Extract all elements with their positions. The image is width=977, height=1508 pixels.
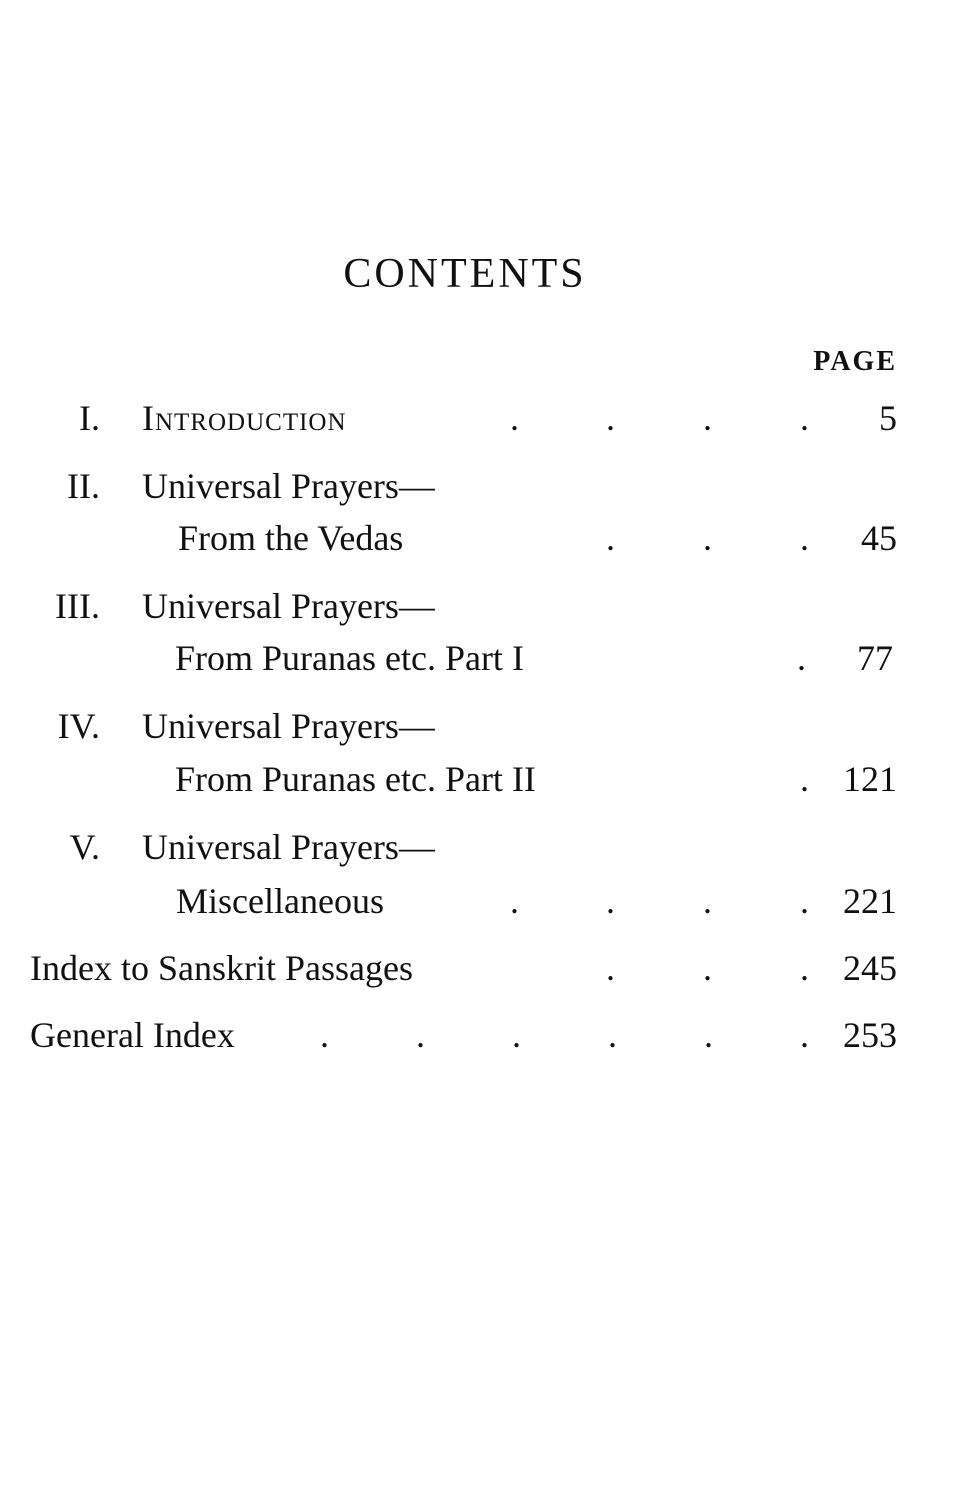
toc-entry-miscellaneous[interactable] (0, 822, 977, 872)
leader-dot: . (797, 638, 806, 678)
toc-entry-puranas-part-1-subtitle[interactable] (0, 633, 977, 683)
page-number: 221 (843, 881, 897, 921)
entry-title: Index to Sanskrit Passages (30, 948, 413, 988)
chapter-numeral: IV. (57, 706, 100, 746)
leader-dot: . (800, 1015, 809, 1055)
leader-dot: . (800, 881, 809, 921)
toc-entry-vedas[interactable] (0, 461, 977, 511)
chapter-numeral: III. (55, 586, 100, 626)
toc-entry-introduction[interactable] (0, 393, 977, 443)
page-number: 77 (857, 638, 893, 678)
entry-title: General Index (30, 1015, 235, 1055)
chapter-numeral: I. (79, 398, 100, 438)
leader-dot: . (703, 518, 712, 558)
toc-entry-puranas-part-2-subtitle[interactable] (0, 754, 977, 804)
toc-entry-puranas-part-1[interactable] (0, 581, 977, 631)
page-title: CONTENTS (343, 251, 587, 297)
leader-dot: . (510, 881, 519, 921)
chapter-subtitle: From the Vedas (178, 518, 404, 558)
chapter-title: Universal Prayers— (142, 706, 435, 746)
toc-entry-sanskrit-index[interactable] (0, 943, 977, 993)
toc-entry-puranas-part-2[interactable] (0, 701, 977, 751)
page-number: 253 (843, 1015, 897, 1055)
chapter-subtitle: From Puranas etc. Part II (175, 759, 536, 799)
chapter-title: Universal Prayers— (142, 466, 435, 506)
leader-dot: . (800, 398, 809, 438)
page-number: 121 (843, 759, 897, 799)
leader-dot: . (606, 398, 615, 438)
leader-dot: . (510, 398, 519, 438)
leader-dot: . (606, 881, 615, 921)
chapter-title: Introduction (142, 398, 347, 438)
leader-dot: . (800, 759, 809, 799)
toc-entry-general-index[interactable] (0, 1010, 977, 1060)
leader-dot: . (703, 948, 712, 988)
leader-dot: . (800, 948, 809, 988)
page-number: 245 (843, 948, 897, 988)
chapter-subtitle: From Puranas etc. Part I (175, 638, 524, 678)
leader-dot: . (320, 1015, 329, 1055)
page-number: 5 (879, 398, 897, 438)
chapter-subtitle: Miscellaneous (176, 881, 384, 921)
chapter-title: Universal Prayers— (142, 827, 435, 867)
leader-dot: . (606, 518, 615, 558)
leader-dot: . (704, 1015, 713, 1055)
toc-entry-vedas-subtitle[interactable] (0, 513, 977, 563)
page-column-header: PAGE (813, 346, 897, 377)
leader-dot: . (703, 881, 712, 921)
chapter-numeral: II. (67, 466, 100, 506)
leader-dot: . (703, 398, 712, 438)
chapter-numeral: V. (69, 827, 100, 867)
leader-dot: . (606, 948, 615, 988)
leader-dot: . (512, 1015, 521, 1055)
page-number: 45 (861, 518, 897, 558)
leader-dot: . (800, 518, 809, 558)
leader-dot: . (416, 1015, 425, 1055)
chapter-title: Universal Prayers— (142, 586, 435, 626)
toc-entry-miscellaneous-subtitle[interactable] (0, 876, 977, 926)
leader-dot: . (608, 1015, 617, 1055)
